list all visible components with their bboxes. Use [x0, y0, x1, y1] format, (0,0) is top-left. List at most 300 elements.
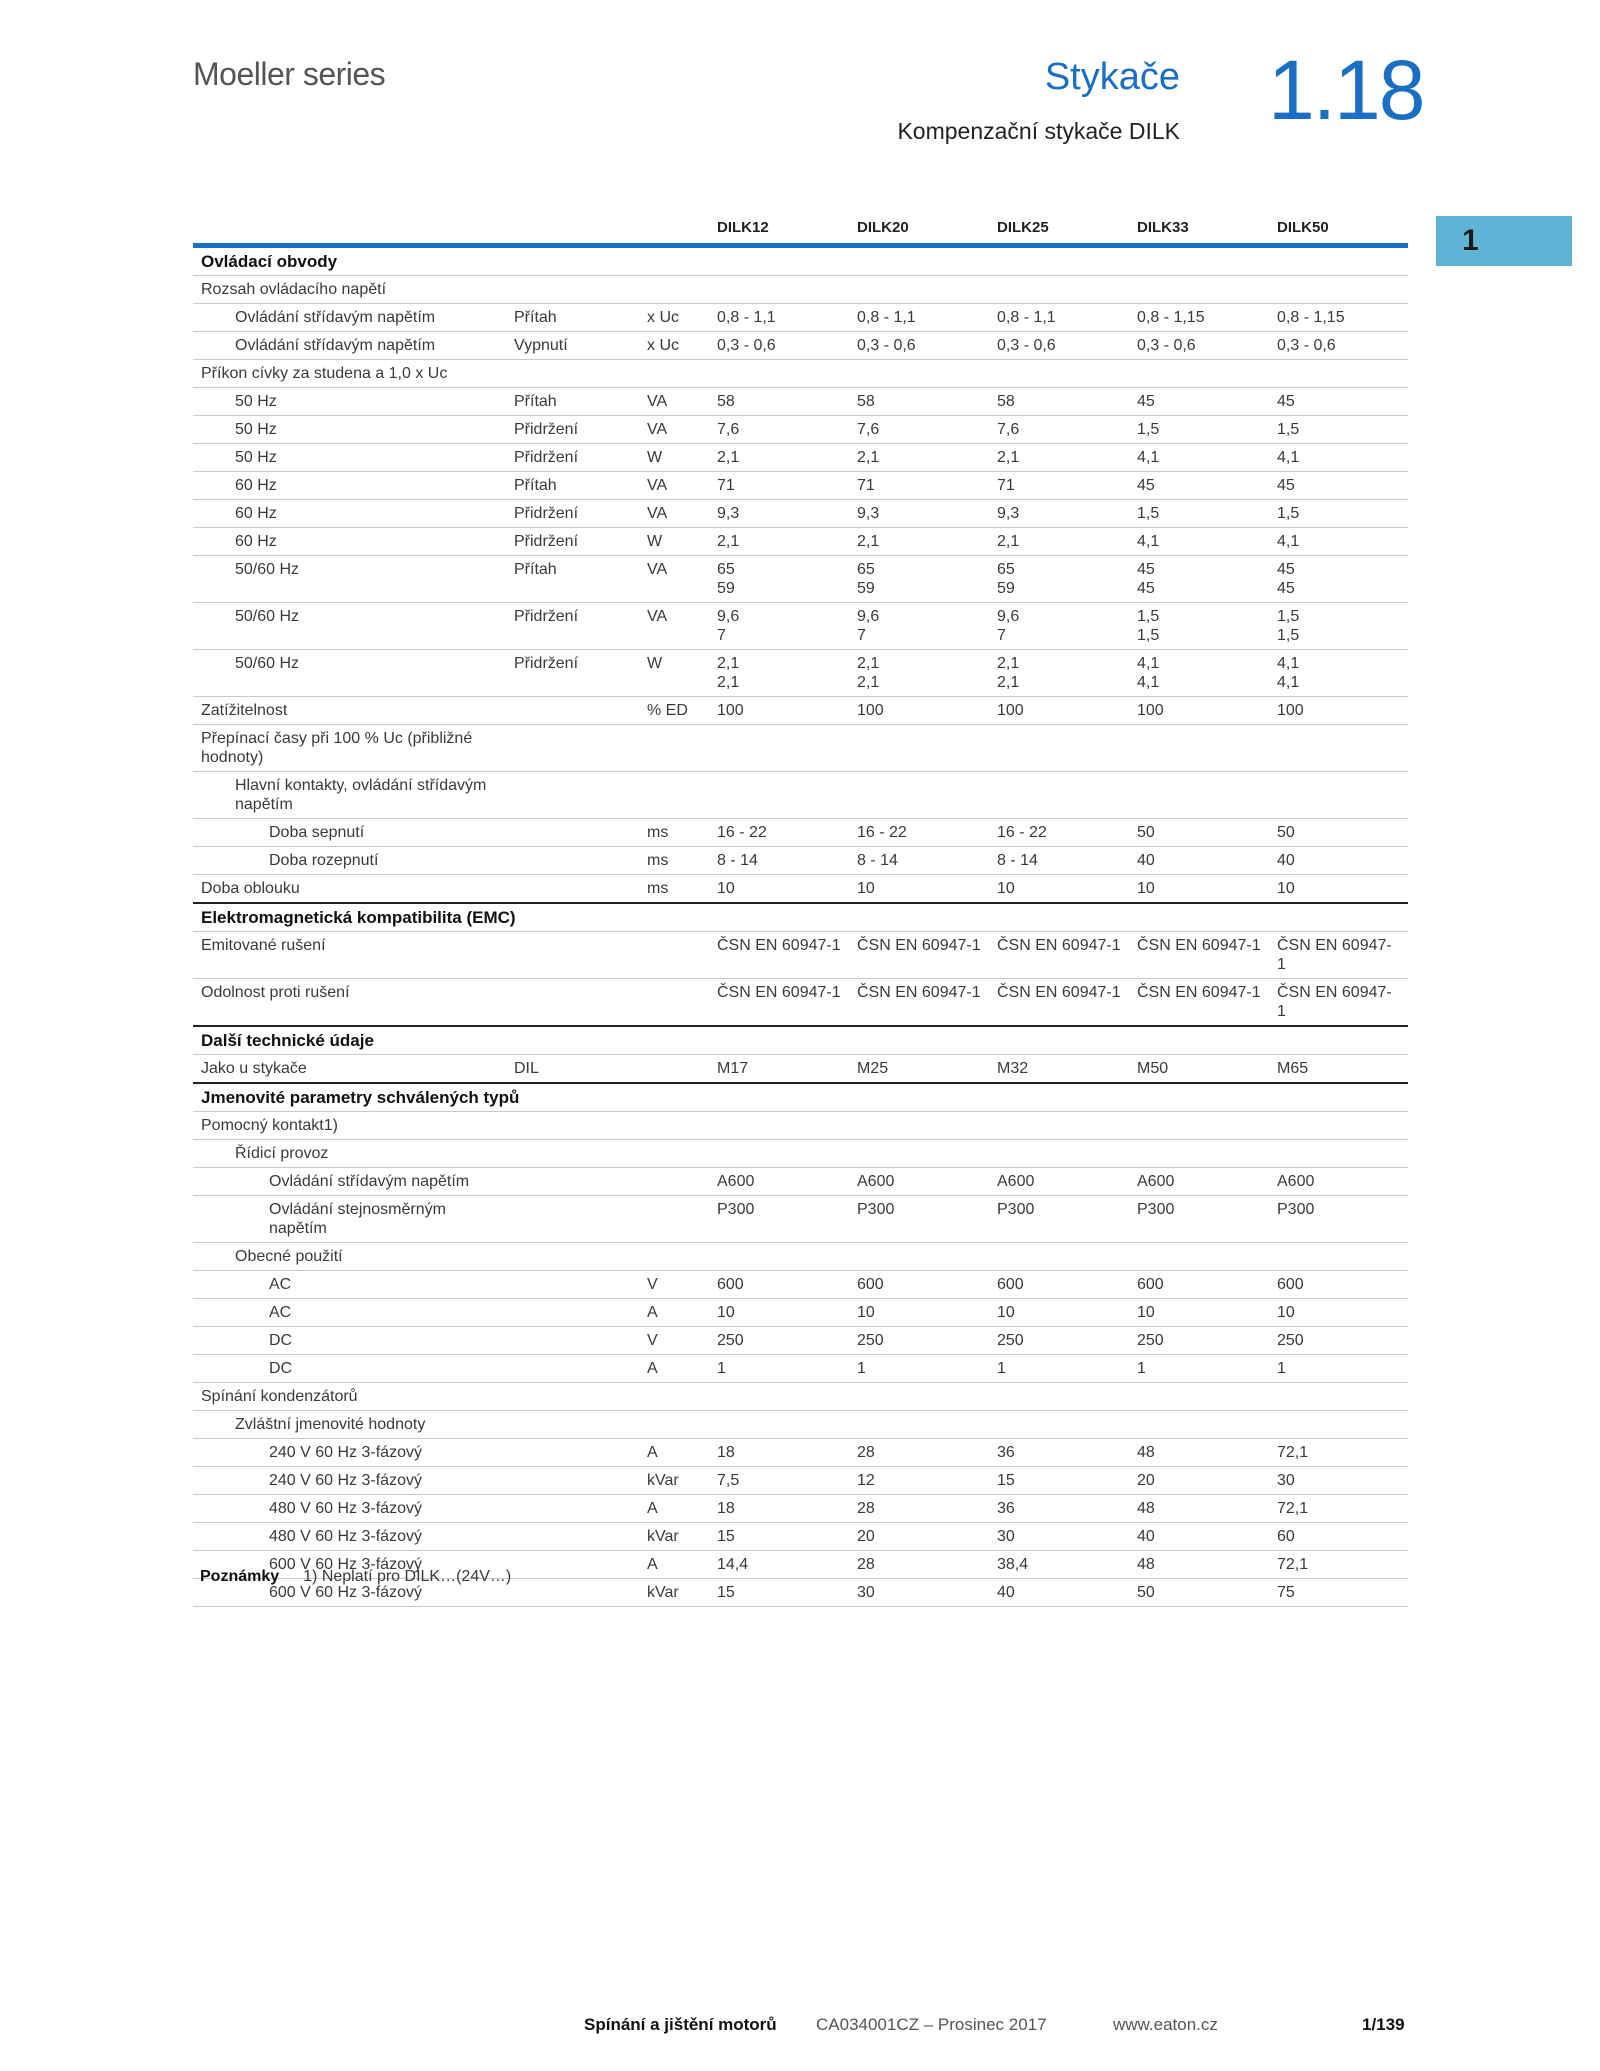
section-header-row	[193, 903, 1408, 932]
row-value: 4,1 4,1	[1129, 650, 1269, 697]
table-row	[193, 1055, 1408, 1084]
row-value: 16 - 22	[989, 819, 1129, 847]
row-value: P300	[1269, 1196, 1408, 1243]
footer-page-number: 1/139	[1362, 2015, 1405, 2034]
row-sub: Přidržení	[506, 528, 639, 556]
row-value	[989, 1140, 1129, 1168]
row-value: ČSN EN 60947-1	[1129, 979, 1269, 1027]
row-value: 58	[989, 388, 1129, 416]
row-value: 12	[849, 1467, 989, 1495]
row-unit: ms	[639, 819, 709, 847]
table-row	[193, 725, 1408, 772]
table-row	[193, 1383, 1408, 1411]
row-value: 10	[709, 1299, 849, 1327]
row-value: 1,5	[1269, 500, 1408, 528]
table-row	[193, 472, 1408, 500]
row-label: DC	[193, 1355, 506, 1383]
row-label: Odolnost proti rušení	[193, 979, 506, 1027]
table-row	[193, 1439, 1408, 1467]
notes	[200, 1568, 511, 1586]
row-value: 10	[989, 875, 1129, 904]
row-sub: Přidržení	[506, 500, 639, 528]
row-label: 480 V 60 Hz 3-fázový	[193, 1523, 506, 1551]
row-value: 14,4	[709, 1551, 849, 1579]
section-header-row	[193, 1083, 1408, 1112]
row-sub	[506, 1112, 639, 1140]
row-value	[849, 1243, 989, 1271]
row-value	[709, 725, 849, 772]
row-value: 7,6	[989, 416, 1129, 444]
row-unit	[639, 725, 709, 772]
row-value	[1269, 276, 1408, 304]
row-value	[1269, 772, 1408, 819]
row-unit: A	[639, 1439, 709, 1467]
row-sub	[506, 1299, 639, 1327]
row-label: Obecné použití	[193, 1243, 506, 1271]
row-value	[849, 772, 989, 819]
column-header: DILK50	[1269, 210, 1408, 246]
row-sub	[506, 1439, 639, 1467]
row-value: 65 59	[849, 556, 989, 603]
row-label: 50 Hz	[193, 416, 506, 444]
table-row	[193, 1327, 1408, 1355]
row-unit: x Uc	[639, 304, 709, 332]
row-label: Příkon cívky za studena a 1,0 x Uc	[193, 360, 506, 388]
row-value	[709, 772, 849, 819]
row-value: 9,6 7	[989, 603, 1129, 650]
row-label: Zatížitelnost	[193, 697, 506, 725]
row-value	[1269, 1112, 1408, 1140]
row-value: 58	[709, 388, 849, 416]
row-value: 38,4	[989, 1551, 1129, 1579]
row-value: 45	[1269, 472, 1408, 500]
row-value	[849, 725, 989, 772]
row-value: 8 - 14	[849, 847, 989, 875]
row-value: A600	[709, 1168, 849, 1196]
row-value: 9,3	[849, 500, 989, 528]
row-value: 0,3 - 0,6	[989, 332, 1129, 360]
table-row	[193, 276, 1408, 304]
row-value	[989, 360, 1129, 388]
row-label: 240 V 60 Hz 3-fázový	[193, 1439, 506, 1467]
row-value: 4,1	[1269, 444, 1408, 472]
row-value: 28	[849, 1495, 989, 1523]
row-sub	[506, 1551, 639, 1579]
column-header: DILK25	[989, 210, 1129, 246]
table-row	[193, 1355, 1408, 1383]
row-sub	[506, 360, 639, 388]
row-value: 0,3 - 0,6	[1269, 332, 1408, 360]
row-sub	[506, 875, 639, 904]
row-unit: ms	[639, 875, 709, 904]
footer-catalog: CA034001CZ – Prosinec 2017	[816, 2015, 1047, 2034]
section-title: Další technické údaje	[193, 1026, 1408, 1055]
table-row	[193, 697, 1408, 725]
row-label: Ovládání střídavým napětím	[193, 1168, 506, 1196]
row-value: 2,1	[849, 528, 989, 556]
row-value	[709, 1243, 849, 1271]
row-value	[1269, 360, 1408, 388]
row-unit: VA	[639, 603, 709, 650]
row-sub	[506, 1383, 639, 1411]
row-sub: Přidržení	[506, 603, 639, 650]
row-value: 50	[1129, 1579, 1269, 1607]
row-value: 100	[1269, 697, 1408, 725]
row-value	[1269, 1383, 1408, 1411]
row-value: M65	[1269, 1055, 1408, 1084]
row-sub	[506, 1168, 639, 1196]
notes-label: Poznámky	[200, 1568, 280, 1585]
row-value: 250	[1129, 1327, 1269, 1355]
row-value: 45	[1129, 388, 1269, 416]
table-row	[193, 875, 1408, 904]
row-value: P300	[989, 1196, 1129, 1243]
row-label: Doba oblouku	[193, 875, 506, 904]
section-title: Elektromagnetická kompatibilita (EMC)	[193, 903, 1408, 932]
row-value: 1	[849, 1355, 989, 1383]
row-unit: A	[639, 1495, 709, 1523]
table-row	[193, 304, 1408, 332]
row-value: 48	[1129, 1495, 1269, 1523]
row-sub	[506, 1579, 639, 1607]
row-sub: DIL	[506, 1055, 639, 1084]
table-row	[193, 332, 1408, 360]
row-sub	[506, 932, 639, 979]
row-label: DC	[193, 1327, 506, 1355]
row-label: Pomocný kontakt1)	[193, 1112, 506, 1140]
row-value: M50	[1129, 1055, 1269, 1084]
row-value: 40	[1129, 1523, 1269, 1551]
row-unit: W	[639, 528, 709, 556]
row-value: 600	[989, 1271, 1129, 1299]
table-row	[193, 1411, 1408, 1439]
row-value: 1	[989, 1355, 1129, 1383]
row-label: 50/60 Hz	[193, 650, 506, 697]
row-label: 240 V 60 Hz 3-fázový	[193, 1467, 506, 1495]
row-label: Jako u stykače	[193, 1055, 506, 1084]
table-row	[193, 847, 1408, 875]
row-sub	[506, 819, 639, 847]
row-value: ČSN EN 60947-1	[709, 979, 849, 1027]
row-value: 10	[1129, 1299, 1269, 1327]
row-value: 40	[1269, 847, 1408, 875]
table-row	[193, 979, 1408, 1027]
row-value: 45	[1269, 388, 1408, 416]
row-label: 60 Hz	[193, 472, 506, 500]
row-label: Doba rozepnutí	[193, 847, 506, 875]
row-value: 10	[989, 1299, 1129, 1327]
row-value: 10	[1269, 1299, 1408, 1327]
page-title: Stykače	[1044, 56, 1180, 98]
row-value	[1269, 1243, 1408, 1271]
row-value: A600	[849, 1168, 989, 1196]
row-value: 4,1	[1129, 444, 1269, 472]
row-value	[989, 1383, 1129, 1411]
row-label: 60 Hz	[193, 500, 506, 528]
row-sub	[506, 1411, 639, 1439]
table-row	[193, 556, 1408, 603]
row-value: 1,5	[1129, 416, 1269, 444]
row-label: Doba sepnutí	[193, 819, 506, 847]
row-sub: Přidržení	[506, 416, 639, 444]
header-sub-cell	[506, 210, 639, 246]
row-value: M17	[709, 1055, 849, 1084]
section-title: Jmenovité parametry schválených typů	[193, 1083, 1408, 1112]
row-sub	[506, 1196, 639, 1243]
row-label: Zvláštní jmenovité hodnoty	[193, 1411, 506, 1439]
row-value	[849, 276, 989, 304]
row-value: 40	[1129, 847, 1269, 875]
row-value: 4,1	[1269, 528, 1408, 556]
row-unit: kVar	[639, 1579, 709, 1607]
row-value: 2,1	[989, 528, 1129, 556]
row-unit	[639, 1055, 709, 1084]
row-unit: A	[639, 1299, 709, 1327]
row-value: 1	[1129, 1355, 1269, 1383]
row-value: 8 - 14	[709, 847, 849, 875]
table-row	[193, 650, 1408, 697]
row-unit: A	[639, 1355, 709, 1383]
row-unit	[639, 932, 709, 979]
row-unit: ms	[639, 847, 709, 875]
row-value	[709, 1411, 849, 1439]
row-value: 16 - 22	[709, 819, 849, 847]
row-value: 71	[709, 472, 849, 500]
row-sub	[506, 1243, 639, 1271]
table-row	[193, 1168, 1408, 1196]
row-value: 72,1	[1269, 1439, 1408, 1467]
row-sub	[506, 1327, 639, 1355]
row-sub	[506, 1271, 639, 1299]
row-label: Ovládání stejnosměrným napětím	[193, 1196, 506, 1243]
table-row	[193, 528, 1408, 556]
row-value	[989, 1411, 1129, 1439]
row-value: ČSN EN 60947-1	[849, 932, 989, 979]
row-unit	[639, 276, 709, 304]
row-value: 0,8 - 1,1	[989, 304, 1129, 332]
row-value	[1129, 360, 1269, 388]
row-value	[989, 1243, 1129, 1271]
row-value	[1129, 1243, 1269, 1271]
row-value: 4,1	[1129, 528, 1269, 556]
row-unit: VA	[639, 416, 709, 444]
row-value: 0,8 - 1,15	[1269, 304, 1408, 332]
header-unit-cell	[639, 210, 709, 246]
column-header: DILK12	[709, 210, 849, 246]
row-value: 0,3 - 0,6	[849, 332, 989, 360]
row-label: Řídicí provoz	[193, 1140, 506, 1168]
row-value	[1129, 1383, 1269, 1411]
page-subtitle: Kompenzační stykače DILK	[897, 118, 1180, 144]
row-label: Rozsah ovládacího napětí	[193, 276, 506, 304]
row-value: A600	[989, 1168, 1129, 1196]
row-value: 1,5	[1129, 500, 1269, 528]
table-row	[193, 1140, 1408, 1168]
row-value	[989, 772, 1129, 819]
row-value: 65 59	[709, 556, 849, 603]
table-row	[193, 416, 1408, 444]
row-value: 28	[849, 1551, 989, 1579]
row-value: A600	[1269, 1168, 1408, 1196]
table-row	[193, 388, 1408, 416]
row-label: AC	[193, 1271, 506, 1299]
footer-web-link[interactable]: www.eaton.cz	[1113, 2015, 1218, 2034]
row-label: Přepínací časy při 100 % Uc (přibližné hodnoty)	[193, 725, 506, 772]
row-sub	[506, 772, 639, 819]
row-value: ČSN EN 60947-1	[989, 979, 1129, 1027]
row-value: ČSN EN 60947-1	[1269, 932, 1408, 979]
row-value: 20	[1129, 1467, 1269, 1495]
table-row	[193, 772, 1408, 819]
row-value: M32	[989, 1055, 1129, 1084]
row-value	[849, 360, 989, 388]
row-value	[1129, 1140, 1269, 1168]
row-unit	[639, 1168, 709, 1196]
chapter-tab-label: 1	[1462, 224, 1479, 257]
row-value: 28	[849, 1439, 989, 1467]
row-value: 10	[849, 1299, 989, 1327]
row-value: 30	[1269, 1467, 1408, 1495]
row-label: 60 Hz	[193, 528, 506, 556]
row-unit	[639, 360, 709, 388]
row-value: P300	[709, 1196, 849, 1243]
table-row	[193, 1112, 1408, 1140]
row-value	[1129, 1112, 1269, 1140]
row-value: 2,1 2,1	[849, 650, 989, 697]
row-sub	[506, 1355, 639, 1383]
row-value: 71	[849, 472, 989, 500]
row-value: 1	[709, 1355, 849, 1383]
row-unit: % ED	[639, 697, 709, 725]
row-value: 600	[709, 1271, 849, 1299]
row-sub: Přidržení	[506, 650, 639, 697]
table-row	[193, 819, 1408, 847]
row-value: 65 59	[989, 556, 1129, 603]
table-row	[193, 360, 1408, 388]
row-value: 600	[1269, 1271, 1408, 1299]
row-value: 250	[1269, 1327, 1408, 1355]
row-label: AC	[193, 1299, 506, 1327]
column-header: DILK20	[849, 210, 989, 246]
row-value: 45 45	[1129, 556, 1269, 603]
table-row	[193, 444, 1408, 472]
row-value	[709, 276, 849, 304]
row-unit	[639, 1196, 709, 1243]
row-unit: kVar	[639, 1523, 709, 1551]
row-value: 250	[709, 1327, 849, 1355]
row-value: 600	[1129, 1271, 1269, 1299]
row-value: 100	[709, 697, 849, 725]
row-value: 48	[1129, 1439, 1269, 1467]
row-value	[1129, 1411, 1269, 1439]
row-value	[849, 1140, 989, 1168]
table-row	[193, 1467, 1408, 1495]
chapter-number: 1.18	[1268, 43, 1424, 137]
row-value: 0,8 - 1,15	[1129, 304, 1269, 332]
row-value: 48	[1129, 1551, 1269, 1579]
row-value: 15	[709, 1523, 849, 1551]
row-sub	[506, 1467, 639, 1495]
row-value	[1129, 772, 1269, 819]
row-value: 7,5	[709, 1467, 849, 1495]
row-value: 9,3	[989, 500, 1129, 528]
row-value: 0,8 - 1,1	[709, 304, 849, 332]
row-value: 18	[709, 1439, 849, 1467]
row-value: 250	[989, 1327, 1129, 1355]
row-value: 2,1 2,1	[989, 650, 1129, 697]
row-value: P300	[849, 1196, 989, 1243]
row-value: 30	[849, 1579, 989, 1607]
row-value: 9,3	[709, 500, 849, 528]
chapter-tab[interactable]	[1436, 216, 1572, 266]
row-unit	[639, 1112, 709, 1140]
table-row	[193, 500, 1408, 528]
row-value: 1,5 1,5	[1269, 603, 1408, 650]
row-sub: Vypnutí	[506, 332, 639, 360]
row-value: 10	[1129, 875, 1269, 904]
row-value: 45	[1129, 472, 1269, 500]
row-value: 1	[1269, 1355, 1408, 1383]
row-unit	[639, 1243, 709, 1271]
row-sub	[506, 847, 639, 875]
table-row	[193, 1523, 1408, 1551]
row-value: 4,1 4,1	[1269, 650, 1408, 697]
footer-section: Spínání a jištění motorů	[584, 2015, 777, 2034]
row-unit: VA	[639, 388, 709, 416]
row-value: 2,1 2,1	[709, 650, 849, 697]
row-unit	[639, 1140, 709, 1168]
series-name: Moeller series	[193, 56, 386, 92]
table-row	[193, 1495, 1408, 1523]
row-label: Spínání kondenzátorů	[193, 1383, 506, 1411]
row-value: 250	[849, 1327, 989, 1355]
row-label: Ovládání střídavým napětím	[193, 304, 506, 332]
row-sub: Přítah	[506, 304, 639, 332]
row-unit: VA	[639, 472, 709, 500]
row-value: 20	[849, 1523, 989, 1551]
row-value: ČSN EN 60947-1	[989, 932, 1129, 979]
row-value: 30	[989, 1523, 1129, 1551]
row-unit: V	[639, 1271, 709, 1299]
row-unit: W	[639, 650, 709, 697]
row-value: ČSN EN 60947-1	[1129, 932, 1269, 979]
row-value: 72,1	[1269, 1551, 1408, 1579]
table-row	[193, 1196, 1408, 1243]
row-unit	[639, 1411, 709, 1439]
row-value: 7,6	[709, 416, 849, 444]
row-unit: V	[639, 1327, 709, 1355]
row-value: 15	[709, 1579, 849, 1607]
row-label: 50 Hz	[193, 388, 506, 416]
row-value: 10	[849, 875, 989, 904]
row-sub	[506, 697, 639, 725]
row-sub	[506, 725, 639, 772]
row-value: 40	[989, 1579, 1129, 1607]
row-label: Hlavní kontakty, ovládání střídavým napětím	[193, 772, 506, 819]
row-unit: VA	[639, 556, 709, 603]
row-value	[1269, 725, 1408, 772]
row-label: 480 V 60 Hz 3-fázový	[193, 1495, 506, 1523]
row-unit: VA	[639, 500, 709, 528]
row-value: 9,6 7	[709, 603, 849, 650]
table-row	[193, 1299, 1408, 1327]
row-unit: x Uc	[639, 332, 709, 360]
table-row	[193, 1271, 1408, 1299]
row-label: 600 V 60 Hz 3-fázový	[193, 1579, 506, 1607]
row-value: 10	[709, 875, 849, 904]
row-value	[849, 1112, 989, 1140]
row-value	[1269, 1140, 1408, 1168]
